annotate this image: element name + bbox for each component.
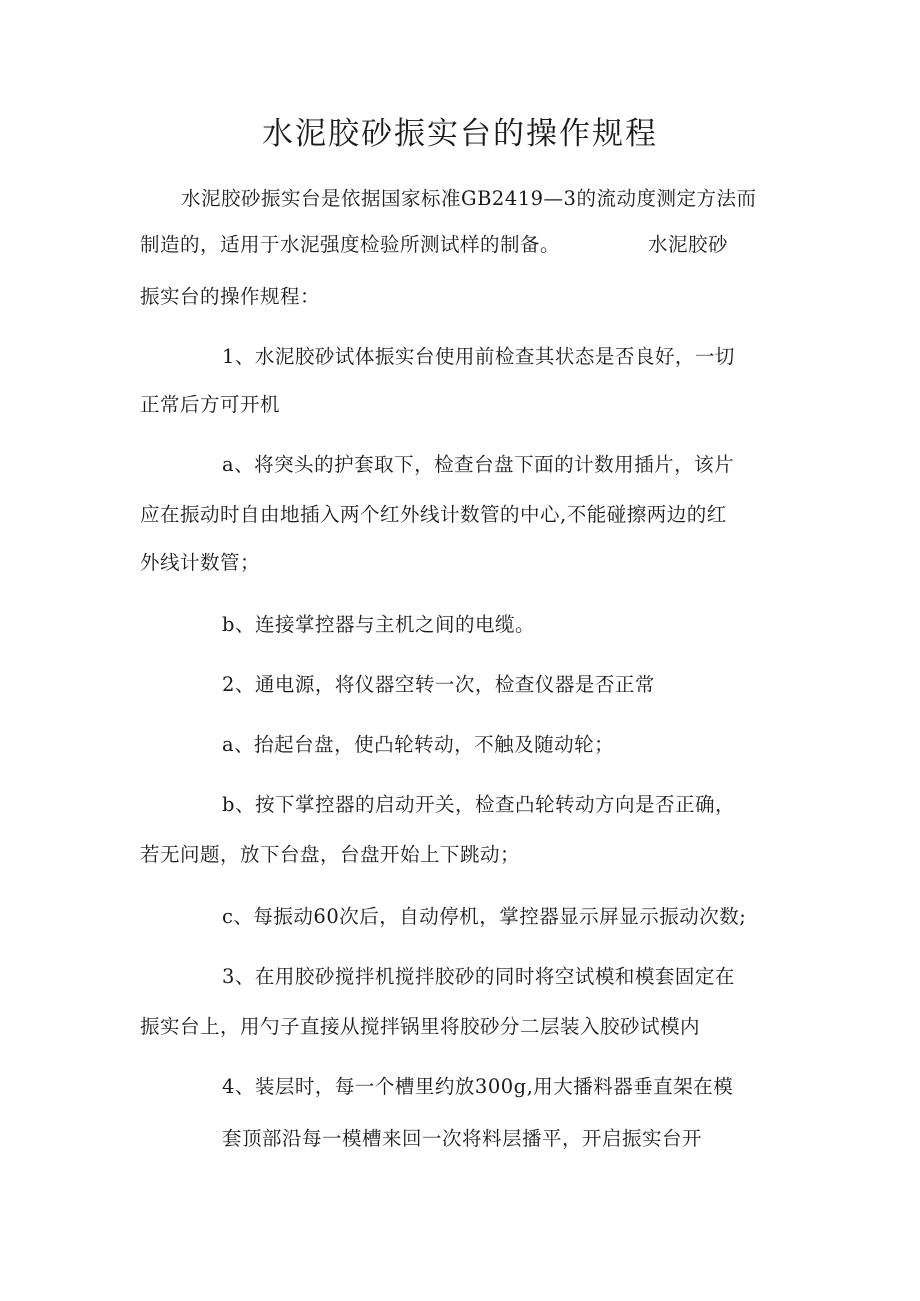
paragraph-line: 若无问题，放下台盘，台盘开始上下跳动；	[140, 843, 521, 866]
document-title: 水泥胶砂振实台的操作规程	[262, 116, 658, 152]
paragraph-text: 制造的，适用于水泥强度检验所测试样的制备。	[140, 233, 561, 256]
paragraph-text: 水泥胶砂	[648, 233, 729, 256]
paragraph-line: 套顶部沿每一模槽来回一次将料层播平，开启振实台开	[222, 1127, 703, 1150]
paragraph-line: 外线计数管；	[140, 551, 261, 574]
paragraph-line: b、连接掌控器与主机之间的电缆。	[222, 613, 535, 636]
paragraph-line: b、按下掌控器的启动开关，检查凸轮转动方向是否正确，	[222, 793, 735, 816]
paragraph-line: c、每振动60次后，自动停机，掌控器显示屏显示振动次数;	[222, 905, 747, 928]
paragraph-line: 振实台上，用勺子直接从搅拌锅里将胶砂分二层装入胶砂试模内	[140, 1015, 701, 1038]
paragraph-line: a、将突头的护套取下，检查台盘下面的计数用插片，该片	[222, 453, 735, 476]
paragraph-line: 振实台的操作规程：	[140, 285, 321, 308]
paragraph-line	[140, 233, 728, 257]
paragraph-line: 1、水泥胶砂试体振实台使用前检查其状态是否良好，一切	[222, 345, 735, 368]
paragraph-line: a、抬起台盘，使凸轮转动，不触及随动轮；	[222, 733, 615, 756]
paragraph-line: 4、装层时，每一个槽里约放300g,用大播料器垂直架在模	[222, 1075, 734, 1098]
paragraph-line: 正常后方可开机	[140, 393, 281, 416]
paragraph-line: 3、在用胶砂搅拌机搅拌胶砂的同时将空试模和模套固定在	[222, 965, 735, 988]
paragraph-line: 水泥胶砂振实台是依据国家标准GB2419—3的流动度测定方法而	[181, 187, 757, 210]
paragraph-line: 应在振动时自由地插入两个红外线计数管的中心,不能碰擦两边的红	[140, 503, 727, 526]
paragraph-line: 2、通电源，将仪器空转一次，检查仪器是否正常	[222, 673, 655, 696]
